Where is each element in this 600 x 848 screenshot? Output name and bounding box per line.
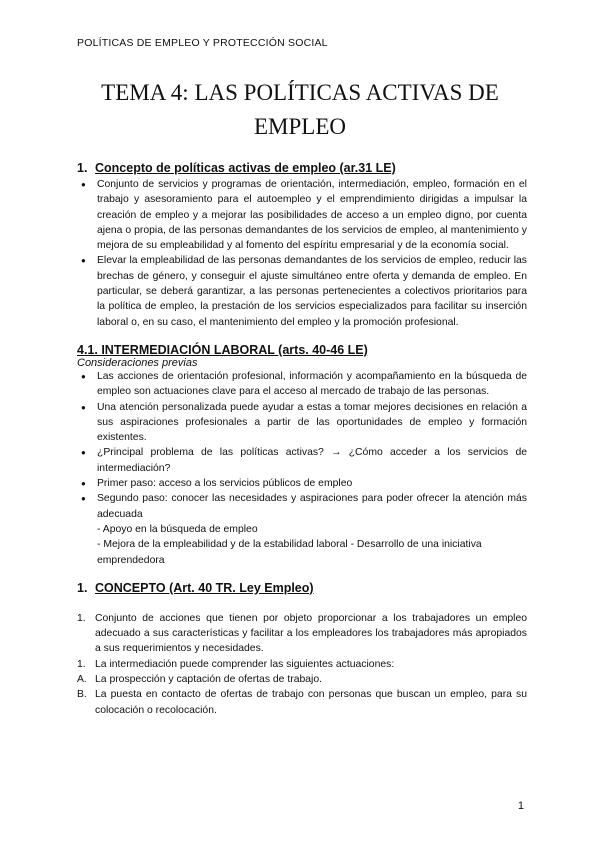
concepto-title: CONCEPTO (Art. 40 TR. Ley Empleo) bbox=[95, 580, 314, 595]
title-line-2: EMPLEO bbox=[254, 114, 346, 139]
list-item-text: La puesta en contacto de ofertas de trabajo con personas que buscan un empleo, para su colocación o recolocación. bbox=[95, 689, 527, 716]
list-item-text: La prospección y captación de ofertas de trabajo. bbox=[95, 674, 323, 686]
list-marker: 1. bbox=[77, 658, 86, 670]
list-item: ● ¿Principal problema de las políticas activas? → ¿Cómo acceder a los servicios de intermediación? bbox=[77, 445, 527, 476]
list-item-text: La intermediación puede comprender las siguientes actuaciones: bbox=[95, 658, 395, 670]
list-marker: 1. bbox=[77, 612, 86, 624]
running-header: POLÍTICAS DE EMPLEO Y PROTECCIÓN SOCIAL bbox=[77, 37, 328, 49]
list-item: ● Conjunto de servicios y programas de orientación, intermediación, empleo, formación en el trabajo y asesoramiento para el autoempleo y el emprendimiento dirigidas a impulsar la creación de empleo y a mejorar las posibilidades de acceso a un empleo digno, por cuenta ajena o propia, de las personas demandantes de los servicios de empleo, al mantenimiento y mejora de su empleabilidad y al fomento del espíritu empresarial y de la economía social. bbox=[77, 177, 527, 253]
section-4-1-subheading: Consideraciones previas bbox=[77, 356, 198, 369]
sub-line: - Apoyo en la búsqueda de empleo bbox=[97, 523, 258, 535]
section-1-title: Concepto de políticas activas de empleo (ar.31 LE) bbox=[95, 161, 396, 175]
list-item bbox=[77, 611, 527, 657]
document-body bbox=[77, 161, 527, 718]
section-4-1-heading: 4.1. INTERMEDIACIÓN LABORAL (arts. 40-46 LE) bbox=[77, 342, 368, 357]
concepto-number: 1. bbox=[77, 580, 88, 595]
list-item bbox=[77, 491, 527, 567]
list-marker: B. bbox=[77, 689, 87, 701]
list-item: ● Elevar la empleabilidad de las personas demandantes de los servicios de empleo, reducir las brechas de género, y conseguir el ajuste simultáneo entre oferta y demanda de empleo. En particular, se deberá garantizar, a las personas pertenecientes a colectivos prioritarios para la política de empleo, la prestación de los servicios especializados para facilitar su inserción laboral o, en su caso, el mantenimiento del empleo y la promoción profesional. bbox=[77, 253, 527, 329]
document-title bbox=[0, 76, 600, 144]
list-item: ● Una atención personalizada puede ayudar a estas a tomar mejores decisiones en relación a sus aspiraciones profesionales a partir de las oportunidades de empleo y formación existentes. bbox=[77, 400, 527, 446]
list-item-text: Segundo paso: conocer las necesidades y aspiraciones para poder ofrecer la atención más adecuada bbox=[97, 493, 527, 520]
section-4-1-bullet-list bbox=[77, 369, 527, 568]
list-item bbox=[77, 657, 527, 672]
concepto-heading bbox=[77, 581, 527, 595]
list-item bbox=[77, 672, 527, 687]
sub-line: - Mejora de la empleabilidad y de la estabilidad laboral - Desarrollo de una iniciativa emprendedora bbox=[97, 539, 482, 566]
page-number: 1 bbox=[517, 800, 524, 812]
list-item: ● Las acciones de orientación profesional, información y acompañamiento en la búsqueda de empleo son actuaciones clave para el acceso al mercado de trabajo de las personas. bbox=[77, 369, 527, 400]
section-1-bullet-list bbox=[77, 177, 527, 330]
section-1-number: 1. bbox=[77, 161, 88, 175]
list-marker: A. bbox=[77, 674, 87, 686]
list-item bbox=[77, 687, 527, 718]
list-item: ● Primer paso: acceso a los servicios públicos de empleo bbox=[77, 476, 527, 491]
concepto-list bbox=[77, 611, 527, 718]
title-line-1: TEMA 4: LAS POLÍTICAS ACTIVAS DE bbox=[101, 80, 499, 105]
section-1-heading bbox=[77, 161, 527, 175]
list-item-text: Conjunto de acciones que tienen por objeto proporcionar a los trabajadores un empleo adecuado a sus características y facilitar a los empleadores los trabajadores más apropiados a sus requerimientos y necesidades. bbox=[95, 612, 527, 655]
